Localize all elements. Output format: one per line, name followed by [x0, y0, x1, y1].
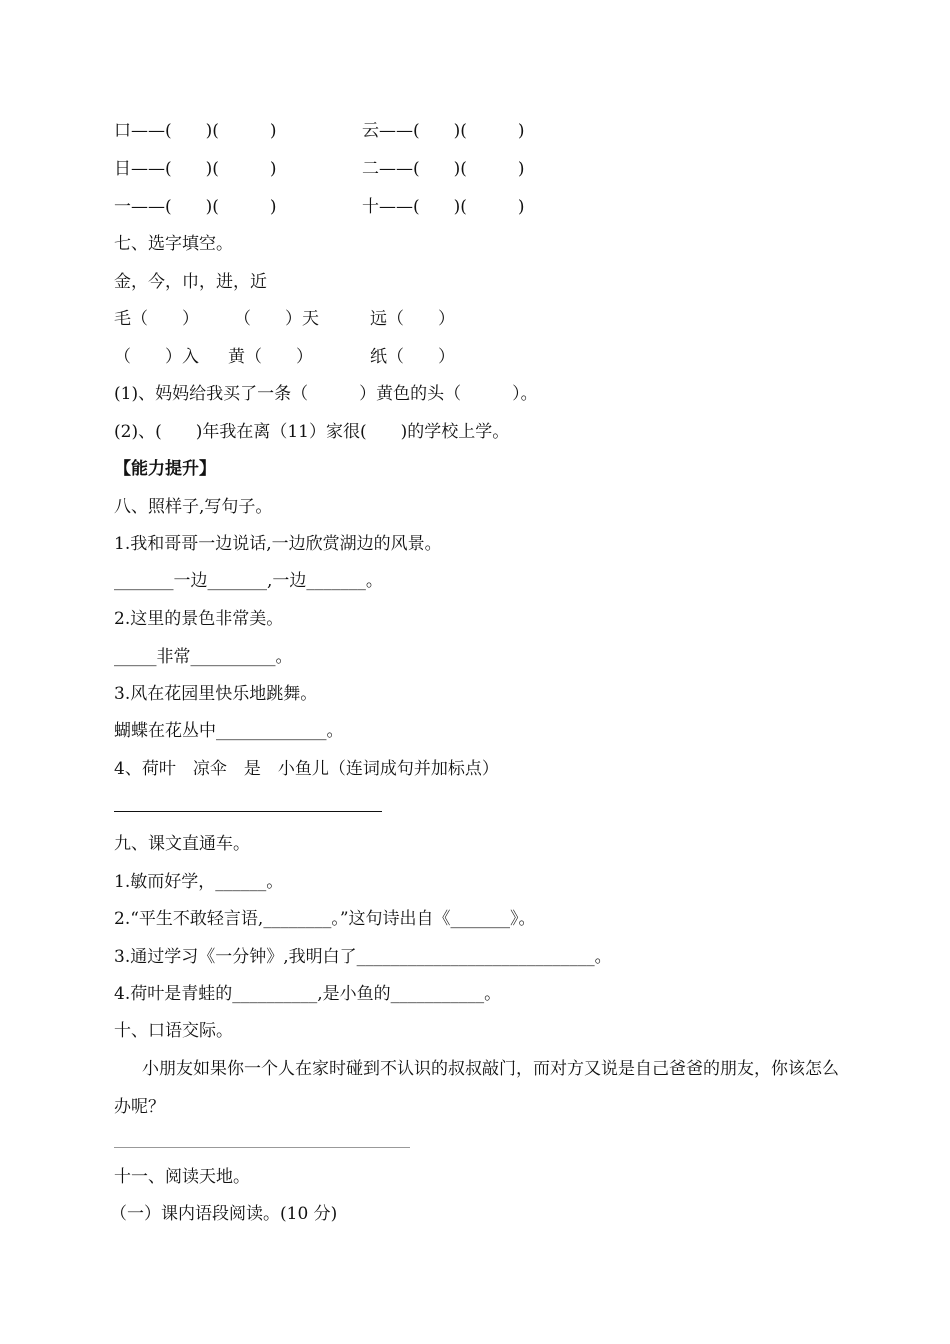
answer-line-2: _____非常__________。: [114, 647, 293, 667]
section-7-question-2: (2)、( )年我在离（11）家很( )的学校上学。: [114, 422, 510, 442]
fill-item: （ ）入: [114, 347, 199, 367]
stroke-row-left: 一——( )( ): [114, 197, 277, 217]
section-11-subtitle: （一）课内语段阅读。(10 分): [110, 1204, 338, 1224]
section-11-title: 十一、阅读天地。: [114, 1167, 250, 1187]
example-sentence-3: 3.风在花园里快乐地跳舞。: [114, 684, 318, 704]
section-9-question-4: 4.荷叶是青蛙的__________,是小鱼的___________。: [114, 984, 502, 1004]
example-sentence-2: 2.这里的景色非常美。: [114, 609, 284, 629]
example-sentence-1: 1.我和哥哥一边说话,一边欣赏湖边的风景。: [114, 534, 442, 554]
answer-line-3: 蝴蝶在花丛中_____________。: [114, 721, 344, 741]
stroke-row-right: 云——( )( ): [362, 121, 525, 141]
section-9-question-1: 1.敏而好学，______。: [114, 872, 284, 892]
stroke-row-right: 二——( )( ): [362, 159, 525, 179]
section-9-question-2: 2.“平生不敢轻言语,________。”这句诗出自《_______》。: [114, 909, 536, 929]
section-9-question-3: 3.通过学习《一分钟》,我明白了____________________________。: [114, 947, 612, 967]
stroke-row-right: 十——( )( ): [362, 197, 525, 217]
section-8-title: 八、照样子,写句子。: [114, 497, 273, 517]
word-order-task: 4、荷叶 凉伞 是 小鱼儿（连词成句并加标点）: [114, 759, 499, 779]
answer-underline: [114, 811, 382, 812]
section-7-question-1: (1)、妈妈给我买了一条（ ）黄色的头（ ）。: [114, 384, 538, 404]
section-10-title: 十、口语交际。: [114, 1021, 233, 1041]
section-7-title: 七、选字填空。: [114, 234, 233, 254]
section-7-char-choices: 金，今，巾，进，近: [114, 272, 267, 292]
fill-item: 黄（ ）: [228, 347, 313, 367]
answer-underline: [114, 1147, 410, 1148]
stroke-row-left: 口——( )( ): [114, 121, 277, 141]
fill-item: 远（ ）: [370, 309, 455, 329]
stroke-row-left: 日——( )( ): [114, 159, 277, 179]
fill-item: 纸（ ）: [370, 347, 455, 367]
section-9-title: 九、课文直通车。: [114, 834, 250, 854]
fill-item: 毛（ ）: [114, 309, 199, 329]
oral-prompt: 小朋友如果你一个人在家时碰到不认识的叔叔敲门，而对方又说是自己爸爸的朋友，你该怎么办呢？: [114, 1059, 839, 1117]
answer-line-1: _______一边_______,一边_______。: [114, 571, 383, 591]
ability-header: 【能力提升】: [114, 459, 216, 479]
fill-item: （ ）天: [234, 309, 319, 329]
